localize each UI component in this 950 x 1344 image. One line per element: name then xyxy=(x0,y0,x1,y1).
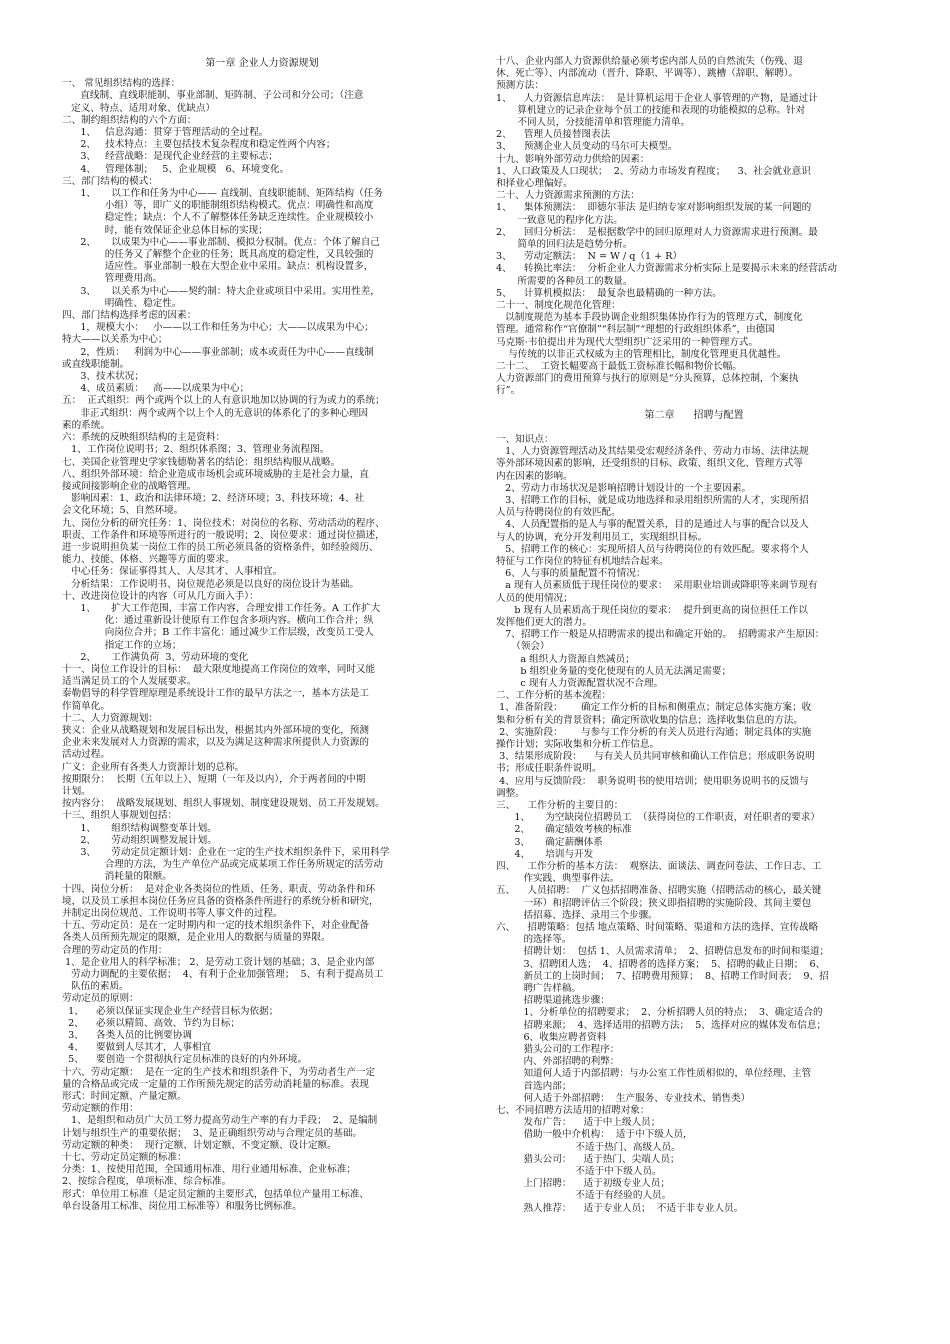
text-line: 1，规模大小： 小——以工作和任务为中心；大——以成果为中心； xyxy=(62,322,374,334)
text-line: 4、成员素质： 高——以成果为中心； xyxy=(62,383,250,395)
text-line: 不同人员，分技能清单和管理能力清单。 xyxy=(496,117,691,129)
text-line: 定义、特点、适用对象、优缺点） xyxy=(62,102,216,114)
text-line: 时，能有效保证企业总体目标的实现； xyxy=(62,224,268,236)
text-line: 预测方法： xyxy=(496,80,544,92)
text-line: 计划。 xyxy=(62,785,91,797)
text-line: 2、 管理人员接替图表法 xyxy=(496,129,611,141)
text-line: 操作计划；实际收集和分析工作信息。 xyxy=(496,738,660,750)
text-line: 企业未来发展对人力资源的需求，以及为满足这种需求所提供人力资源的 xyxy=(62,737,369,749)
text-line: 广义：企业所有各类人力资源计划的总称。 xyxy=(62,761,245,773)
text-line: 管理。通常称作“官僚制”“科层制”“理想的行政组织体系”，由德国 xyxy=(496,324,775,336)
left-column xyxy=(62,56,462,1213)
text-line: 3、 劳动定额法： N = W / q（1 + R） xyxy=(496,251,683,263)
text-line: b 组织业务量的变化使现有的人员无法满足需要； xyxy=(496,665,732,677)
text-line: 4、人员配置指的是人与事的配置关系，目的是通过人与事的配合以及人 xyxy=(496,519,809,531)
text-line: 5、 计算机模拟法： 最复杂也最精确的一种方法。 xyxy=(496,287,722,299)
text-line: 2、 以成果为中心——事业部制、模拟分权制。优点：个体了解自己 xyxy=(62,236,380,248)
text-line: 3、 各类人员的比例要协调 xyxy=(62,1030,192,1042)
text-line: 2、实施阶段： 与参与工作分析的有关人员进行沟通；制定具体的实施 xyxy=(496,726,812,738)
text-line: 5、招聘工作的核心：实现所招人员与待聘岗位的有效匹配。要求将个人 xyxy=(496,543,809,555)
text-line: 形式：时间定额、产量定额。 xyxy=(62,1091,187,1103)
text-line: 劳动定额的种类： 现行定额、计划定额、不变定额、设计定额。 xyxy=(62,1139,337,1151)
text-line: 十九、影响外部劳动力供给的因素： xyxy=(496,153,650,165)
text-line: 量的合格品或完成一定量的工作所预先规定的活劳动消耗量的标准。表现 xyxy=(62,1078,369,1090)
text-line: 1、人力资源管理活动及其结果受宏观经济条件、劳动力市场、法律法规 xyxy=(496,446,809,458)
text-line: 6、人与事的质量配置不符情况： xyxy=(496,568,646,580)
text-line: 计划与组织生产的重要依据； 3、是正确组织劳动与合理定员的基础。 xyxy=(62,1127,363,1139)
text-line: a 组织人力资源自然减员； xyxy=(496,653,635,665)
text-line: 劳动定员的原则： xyxy=(62,993,139,1005)
text-line: 一环）和招聘评估三个阶段；狭义即指招聘的实施阶段、其间主要包 xyxy=(496,897,812,909)
text-line: 六、 招聘策略：包括 地点策略、时间策略、渠道和方法的选择、宣传战略 xyxy=(496,922,819,934)
text-line: 并制定出岗位规范、工作说明书等人事文件的过程。 xyxy=(62,908,283,920)
text-line: 不适于热门、高级人员。 xyxy=(496,1141,681,1153)
text-line: 6、收集应聘者资料 xyxy=(496,1031,607,1043)
text-line: 七、美国企业管理史学家钱德勒著名的结论：组织结构服从战略。 xyxy=(62,456,341,468)
text-line: （领会） xyxy=(496,641,550,653)
text-line: 四、部门结构选择考虑的因素： xyxy=(62,310,197,322)
text-line: 书；形成任职条件说明。 xyxy=(496,763,602,775)
text-line: 合理的方法，为生产单位产品或完成某项工作任务所规定的活劳动 xyxy=(62,859,383,871)
text-line: 3、 以关系为中心——契约制：特大企业或项目中采用。实用性差， xyxy=(62,285,380,297)
text-line: 八、组织外部环境：给企业造成市场机会或环境威胁的主是社会力量，直 xyxy=(62,468,369,480)
text-line: 人员的使用情况； xyxy=(496,592,573,604)
text-line: 十六、劳动定额： 是在一定的生产技术和组织条件下，为劳动者生产一定 xyxy=(62,1066,376,1078)
text-line: 二、工作分析的基本流程： xyxy=(496,690,612,702)
text-line: 马克斯·韦伯提出并为现代大型组织广泛采用的一种管理方式。 xyxy=(496,336,759,348)
text-line: 的选择等。 xyxy=(496,934,572,946)
text-line: 三、部门结构的模式： xyxy=(62,175,158,187)
text-line: 或直线职能制。 xyxy=(62,358,130,370)
text-line: 不适于中下级人员。 xyxy=(496,1166,662,1178)
text-line: 人员与待聘岗位的有效匹配。 xyxy=(496,507,621,519)
text-line: 1、 必须以保证实现企业生产经营目标为依据； xyxy=(62,1005,279,1017)
text-line: 1、人口政策及人口现状； 2、劳动力市场发育程度； 3、社会就业意识 xyxy=(496,165,811,177)
text-line: 等外部环境因素的影响，还受组织的目标、政策、组织文化、管理方式等 xyxy=(496,458,803,470)
text-line: 与传统的以非正式权威为主的管理相比，制度化管理更具优越性。 xyxy=(496,348,787,360)
text-line: 单台设备用工标准、岗位用工标准等）和服务比例标准。 xyxy=(62,1200,302,1212)
text-line: 1、准备阶段： 确定工作分析的目标和侧重点；制定总体实施方案；收 xyxy=(496,702,812,714)
text-line: 3、 预测企业人员变动的马尔可夫模型。 xyxy=(496,141,678,153)
text-line: 十四、岗位分析： 是对企业各类岗位的性质、任务、职责、劳动条件和环 xyxy=(62,883,376,895)
text-line: 4、 管理体制； 5、企业规模 6、环境变化。 xyxy=(62,163,290,175)
text-line: 3、技术状况； xyxy=(62,371,144,383)
text-line: 五、 人员招聘： 广义包括招聘准备、招聘实施（招聘活动的核心，最关键 xyxy=(496,885,822,897)
text-line: 七、不同招聘方法适用的招聘对象： xyxy=(496,1105,650,1117)
text-line: 直线制、直线职能制、事业部制、矩阵制、子公司和分公司；（注意 xyxy=(62,90,364,102)
text-line: c 现有人力资源配置状况不合理。 xyxy=(496,677,664,689)
text-line: 3、招聘团人选； 4、招聘者的选择方案； 5、招聘的截止日期； 6、 xyxy=(496,958,826,970)
text-line: 活动过程。 xyxy=(62,749,110,761)
text-line: 特征与工作岗位的特征有机地结合起来。 xyxy=(496,555,669,567)
text-line: 五： 正式组织：两个或两个以上的人有意识地加以协调的行为或力的系统； xyxy=(62,395,385,407)
text-line: 三、 工作分析的主要目的： xyxy=(496,799,624,811)
text-line: 2、劳动力市场状况是影响招聘计划设计的一个主要因素。 xyxy=(496,482,752,494)
text-line: 新员工的上岗时间； 7、招聘费用预算； 8、招聘工作时间表； 9、招 xyxy=(496,970,829,982)
text-line: 十、改进岗位设计的内容（可从几方面入手）： xyxy=(62,590,259,602)
text-line: 招聘渠道挑选步骤： xyxy=(496,995,610,1007)
text-line: 1、 组织结构调整变革计划。 xyxy=(62,822,217,834)
text-line: 境，以及员工承担本岗位任务应具备的资格条件所进行的系统分析和研究， xyxy=(62,895,379,907)
text-line: 4、 培训与开发 xyxy=(496,848,594,860)
text-line: 何人适于外部招聘： 生产服务、专业技术、销售类） xyxy=(496,1092,751,1104)
text-line: 四、 工作分析的基本方法： 观察法、面谈法、调查问卷法、工作日志、工 xyxy=(496,861,822,872)
text-line: 中心任务：保证事得其人、人尽其才、人事相宜。 xyxy=(62,566,283,578)
text-line: 小组）等，即广义的职能制组织结构模式。优点：明确性和高度 xyxy=(62,200,374,212)
text-line: 作实践、典型事件法。 xyxy=(496,873,620,885)
text-line: 指定工作的立场； xyxy=(62,639,182,651)
text-line: 十五、劳动定员：是在一定时期内和一定的技术组织条件下，对企业配备 xyxy=(62,920,369,932)
text-line: 十三、组织人事规划包括： xyxy=(62,810,178,822)
text-line: 1、 集体预测法： 即德尔菲法 是归纳专家对影响组织发展的某一问题的 xyxy=(496,202,812,214)
text-line: 简单的回归法是趋势分析。 xyxy=(496,239,633,251)
text-line: 十八、企业内部人力资源供给量必须考虑内部人员的自然流失（伤残、退 xyxy=(496,56,803,67)
text-line: 十七、劳动定员定额的标准： xyxy=(62,1152,187,1164)
text-line: 行”。 xyxy=(496,385,521,397)
text-line: b 现有人员素质高于现任岗位的要求： 提升到更高的岗位担任工作以 xyxy=(496,604,808,616)
text-line: 消耗量的限额。 xyxy=(62,871,172,883)
text-line: 接或间接影响企业的战略管理。 xyxy=(62,480,197,492)
text-line: 3、 劳动定员定额计划：企业在一定的生产技术组织条件下，采用科学 xyxy=(62,847,390,858)
text-line: 2，性质： 利润为中心——事业部制；成本或责任为中心——直线制 xyxy=(62,346,374,358)
text-line: 内、外部招聘的利弊： xyxy=(496,1056,620,1068)
text-line: 一、 常见组织结构的选择： xyxy=(62,78,181,90)
text-line: 各类人员所预先规定的限额，是企业用人的数据与质量的界限。 xyxy=(62,932,331,944)
text-line: 适应性。事业部制一般在大型企业中采用。缺点：机构设置多， xyxy=(62,261,374,273)
text-line: 队伍的素质。 xyxy=(62,981,129,993)
text-line: 3、 经营战略：是现代企业经营的主要标志； xyxy=(62,151,278,163)
text-line: 劳动定额的作用： xyxy=(62,1103,139,1115)
text-line: 内在因素的影响。 xyxy=(496,470,573,482)
text-line: 2、 回归分析法： 是根据数学中的回归原理对人力资源需求进行预测。最 xyxy=(496,226,818,238)
text-line: 与人的协调，充分开发利用员工，实现组织目标。 xyxy=(496,531,708,543)
text-line: 3、招聘工作的目标，就是成功地选择和录用组织所需的人才，实现所招 xyxy=(496,494,809,506)
text-line: 1、 为空缺岗位招聘员工 （获得岗位的工作职责，对任职者的要求） xyxy=(496,812,820,824)
text-line: 作简单化。 xyxy=(62,700,110,712)
right-column xyxy=(496,56,892,1215)
text-line: 2、按综合程度，单项标准、综合标准。 xyxy=(62,1176,232,1188)
text-line: 3、结果形成阶段： 与有关人员共同审核和确认工作信息；形成职务说明 xyxy=(496,751,815,763)
text-line: 2、 劳动组织调整发展计划。 xyxy=(62,834,217,846)
text-line: 2、 必须以精简、高效、节约为目标； xyxy=(62,1017,240,1029)
text-line: 会文化环境；5、自然环境。 xyxy=(62,505,184,517)
text-line: 5、 要创造一个贯彻执行定员标准的良好的内外环境。 xyxy=(62,1054,308,1066)
text-line: 熟人推荐： 适于专业人员； 不适于非专业人员。 xyxy=(496,1202,744,1214)
text-line: 分类：1、按使用范围，全国通用标准、用行业通用标准、企业标准； xyxy=(62,1164,356,1176)
text-line: 化：通过重新设计使原有工作包含多项内容。横向工作合并；纵 xyxy=(62,615,374,627)
text-line: 劳动力调配的主要依据； 4、有利于企业加强管理； 5、有利于提高员工 xyxy=(62,969,384,981)
text-line: 十一、岗位工作设计的目标： 最大限度地提高工作岗位的效率，同时又能 xyxy=(62,663,376,675)
text-line: 知道何人适于内部招聘：与办公室工作性质相似的，单位经理、主管 xyxy=(496,1068,812,1080)
text-line: 2、 技术特点：主要包括技术复杂程度和稳定性两个内容； xyxy=(62,139,336,151)
text-line: 1、 以工作和任务为中心—— 直线制、直线职能制、矩阵结构（任务 xyxy=(62,188,383,200)
text-line: 一、知识点： xyxy=(496,433,554,445)
text-line: 职责、工作条件和环境等所进行的一般说明；2、岗位要求：通过岗位描述， xyxy=(62,529,385,541)
chapter-title: 第一章 企业人力资源规划 xyxy=(205,58,319,69)
text-line: 狭义：企业从战略规划和发展目标出发，根据其内外部环境的变化，预测 xyxy=(62,724,369,736)
text-line: 十二、人力资源规划： xyxy=(62,712,158,724)
text-line: 素的系统。 xyxy=(62,419,110,431)
text-line: 进一步说明担负某一岗位工作的员工所必须具备的资格条件，如经验阅历、 xyxy=(62,541,379,553)
text-line: 7、招聘工作一般是从招聘需求的提出和确定开始的。 招聘需求产生原因： xyxy=(496,629,825,641)
text-line: 二十一、制度化规范化管理： xyxy=(496,300,621,312)
text-line: 2、 工作满负荷 3、劳动环境的变化 xyxy=(62,651,249,663)
text-line: 集和分析有关的背景资料；确定所欲收集的信息；选择收集信息的方法。 xyxy=(496,714,803,726)
text-line: 1、是组织和动员广大员工努力提高劳动生产率的有力手段； 2、是编制 xyxy=(62,1115,378,1127)
text-line: 所需要的各种员工的数量。 xyxy=(496,275,633,287)
text-line: 按内容分： 战略发展规划、组织人事规划、制度建设规划、员工开发规划。 xyxy=(62,798,385,810)
text-line: 按期限分： 长期（五年以上）、短期（一年及以内），介于两者间的中期 xyxy=(62,773,366,785)
text-line: 明确性、稳定性。 xyxy=(62,297,182,309)
text-line: 4、 转换比率法： 分析企业人力资源需求分析实际上是要揭示未来的经营活动 xyxy=(496,263,837,275)
text-line: 管理费用高。 xyxy=(62,273,163,285)
text-line: 发挥他们更大的潜力。 xyxy=(496,616,592,628)
text-line: 人力资源部门的费用预算与执行的原则是“分头预算，总体控制，个案执 xyxy=(496,373,799,385)
text-line: 2、 确定绩效考核的标准 xyxy=(496,824,632,836)
text-line: 1、 信息沟通：贯穿于管理活动的全过程。 xyxy=(62,127,269,139)
text-line: 能力、技能、体格、兴趣等方面的要求。 xyxy=(62,554,235,566)
text-line: 九、岗位分析的研究任务：1、岗位技术：对岗位的名称、劳动活动的程序、 xyxy=(62,517,385,529)
text-line: 1、是企业用人的科学标准； 2、是劳动工资计划的基础；3、是企业内部 xyxy=(62,956,375,968)
text-line: 1、 人力资源信息库法： 是计算机运用于企业人事管理的产物，是通过计 xyxy=(496,92,818,104)
text-line: 4、应用与反馈阶段： 职务说明书的使用培训；使用职务说明书的反馈与 xyxy=(496,775,809,787)
text-line: 以制度规范为基本手段协调企业组织集体协作行为的管理方式，制度化 xyxy=(496,312,803,324)
text-line: 1、分析单位的招聘要求； 2、分析招聘人员的特点； 3、确定适合的 xyxy=(496,1007,823,1019)
text-line: 特大——以关系为中心； xyxy=(62,334,168,346)
text-line: 1、 扩大工作范围，丰富工作内容，合理安排工作任务。A 工作扩大 xyxy=(62,602,381,614)
text-line: 适当满足员工的个人发展要求。 xyxy=(62,676,197,688)
text-line: 影响因素：1、政治和法律环境；2、经济环境；3、科技环境；4、社 xyxy=(62,493,365,505)
text-line: 聘广告样稿。 xyxy=(496,983,582,995)
chapter-title: 第二章 招聘与配置 xyxy=(644,409,744,421)
text-line: 向岗位合并；B 工作丰富化：通过减少工作层级，改变员工受人 xyxy=(62,627,374,639)
text-line: 括招募、选择、录用三个步骤。 xyxy=(496,909,658,921)
text-line: 一致意见的程序化方法。 xyxy=(496,214,623,226)
text-line: 六：系统的反映组织结构的主是资料： xyxy=(62,432,226,444)
text-line: 发布广告： 适于中上级人员； xyxy=(496,1117,661,1129)
text-line: 和择业心理偏好。 xyxy=(496,178,573,190)
text-line: 招聘计划： 包括 1、人员需求清单； 2、招聘信息发布的时间和渠道； xyxy=(496,946,830,958)
text-line: 4、 要做到人尽其才，人事相宜 xyxy=(62,1042,212,1054)
text-line: 合理的劳动定员的作用： xyxy=(62,944,168,956)
text-line: a 现有人员素质低于现任岗位的要求： 采用职业培训或降职等来调节现有 xyxy=(496,580,818,592)
text-line: 二十二、 工资长幅要高于最低工资标准长幅和物价长幅。 xyxy=(496,361,742,373)
text-line: 不适于有经验的人员。 xyxy=(496,1190,672,1202)
text-line: 二、制约组织结构的六个方面： xyxy=(62,114,197,126)
text-line: 1、工作岗位说明书；2、组织体系图；3、管理业务流程图。 xyxy=(62,444,330,456)
text-line: 稳定性；缺点：个人不了解整体任务缺乏连续性。企业规模较小 xyxy=(62,212,374,224)
text-line: 上门招聘： 适于初级专业人员； xyxy=(496,1178,670,1190)
text-line: 二十、人力资源需求预测的方法： xyxy=(496,190,640,202)
text-line: 形式：单位用工标准（是定员定额的主要形式，包括单位产量用工标准、 xyxy=(62,1188,369,1200)
text-line: 猎头公司的工作程序： xyxy=(496,1044,620,1056)
text-line: 泰勒倡导的科学管理原理是系统设计工作的最早方法之一，基本方法是工 xyxy=(62,688,369,700)
text-line: 首选内部； xyxy=(496,1080,572,1092)
text-line: 借助一般中介机构： 适于中下级人员， xyxy=(496,1129,693,1141)
text-line: 休、死亡等）、内部流动（晋升、降职、平调等）、跳槽（辞职、解聘）。 xyxy=(496,68,799,80)
text-line: 调整。 xyxy=(496,787,525,799)
text-line: 猎头公司： 适于热门、尖端人员； xyxy=(496,1153,680,1165)
text-line: 3、 确定薪酬体系 xyxy=(496,836,603,848)
text-line: 分析结果：工作说明书、岗位规范必须是以良好的岗位设计为基础。 xyxy=(62,578,359,590)
text-line: 算机建立的记录企业每个员工的技能和表现的功能模拟的总称。针对 xyxy=(496,104,806,116)
text-line: 非正式组织：两个或两个以上个人的无意识的体系化了的多种心理因 xyxy=(62,407,369,419)
text-line: 的任务又了解整个企业的任务；既具高度的稳定性，又具较强的 xyxy=(62,249,374,261)
text-line: 招聘来源； 4、选择适用的招聘方法； 5、选择对应的媒体发布信息； xyxy=(496,1019,827,1031)
